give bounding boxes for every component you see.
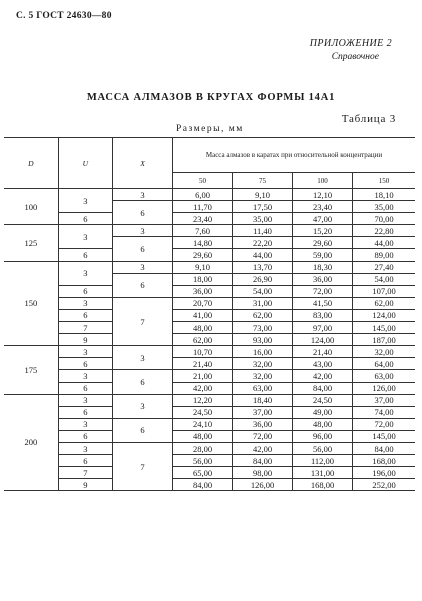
cell-mass-50: 9,10 xyxy=(173,261,233,273)
cell-mass-75: 32,00 xyxy=(233,370,293,382)
cell-mass-50: 23,40 xyxy=(173,213,233,225)
cell-x: 6 xyxy=(113,418,173,442)
cell-mass-50: 62,00 xyxy=(173,334,233,346)
cell-mass-50: 48,00 xyxy=(173,430,233,442)
cell-u: 3 xyxy=(58,189,112,213)
cell-mass-75: 26,90 xyxy=(233,273,293,285)
cell-mass-150: 70,00 xyxy=(353,213,416,225)
cell-mass-75: 98,00 xyxy=(233,467,293,479)
cell-mass-50: 21,40 xyxy=(173,358,233,370)
cell-mass-50: 41,00 xyxy=(173,309,233,321)
cell-mass-100: 21,40 xyxy=(293,346,353,358)
cell-x: 3 xyxy=(113,189,173,201)
header-d: D xyxy=(4,138,58,189)
appendix-title: ПРИЛОЖЕНИЕ 2 xyxy=(309,38,392,49)
cell-mass-150: 168,00 xyxy=(353,455,416,467)
cell-x: 3 xyxy=(113,261,173,273)
table-row xyxy=(4,322,415,334)
cell-mass-150: 107,00 xyxy=(353,285,416,297)
cell-mass-150: 35,00 xyxy=(353,201,416,213)
cell-mass-75: 17,50 xyxy=(233,201,293,213)
cell-mass-150: 37,00 xyxy=(353,394,416,406)
cell-mass-100: 59,00 xyxy=(293,249,353,261)
mass-table xyxy=(4,137,415,491)
cell-mass-150: 32,00 xyxy=(353,346,416,358)
table-row xyxy=(4,479,415,491)
cell-x: 6 xyxy=(113,201,173,225)
cell-mass-150: 44,00 xyxy=(353,237,416,249)
cell-mass-150: 64,00 xyxy=(353,358,416,370)
cell-mass-50: 36,00 xyxy=(173,285,233,297)
cell-mass-50: 29,60 xyxy=(173,249,233,261)
table-row xyxy=(4,370,415,382)
cell-mass-50: 65,00 xyxy=(173,467,233,479)
cell-x: 6 xyxy=(113,237,173,261)
cell-mass-50: 24,10 xyxy=(173,418,233,430)
cell-mass-150: 74,00 xyxy=(353,406,416,418)
cell-mass-150: 72,00 xyxy=(353,418,416,430)
cell-d: 125 xyxy=(4,225,58,261)
cell-mass-100: 12,10 xyxy=(293,189,353,201)
cell-u: 3 xyxy=(58,225,112,249)
cell-mass-100: 18,30 xyxy=(293,261,353,273)
cell-mass-75: 93,00 xyxy=(233,334,293,346)
header-conc-100: 100 xyxy=(293,173,353,189)
cell-d: 100 xyxy=(4,189,58,225)
cell-u: 3 xyxy=(58,394,112,406)
units-caption: Размеры, мм xyxy=(176,124,244,134)
document-title: МАССА АЛМАЗОВ В КРУГАХ ФОРМЫ 14А1 xyxy=(86,92,336,103)
cell-mass-75: 62,00 xyxy=(233,309,293,321)
table-row xyxy=(4,455,415,467)
cell-mass-75: 44,00 xyxy=(233,249,293,261)
header-conc-75: 75 xyxy=(233,173,293,189)
diamond-mass-table xyxy=(4,137,415,491)
cell-x: 3 xyxy=(113,346,173,370)
cell-mass-150: 54,00 xyxy=(353,273,416,285)
cell-mass-75: 73,00 xyxy=(233,322,293,334)
cell-mass-100: 96,00 xyxy=(293,430,353,442)
table-row xyxy=(4,309,415,321)
cell-u: 7 xyxy=(58,322,112,334)
cell-mass-150: 84,00 xyxy=(353,442,416,454)
cell-mass-75: 126,00 xyxy=(233,479,293,491)
cell-mass-50: 84,00 xyxy=(173,479,233,491)
cell-mass-50: 6,00 xyxy=(173,189,233,201)
table-row xyxy=(4,358,415,370)
cell-mass-50: 21,00 xyxy=(173,370,233,382)
cell-mass-150: 145,00 xyxy=(353,430,416,442)
cell-mass-100: 24,50 xyxy=(293,394,353,406)
cell-mass-50: 12,20 xyxy=(173,394,233,406)
table-row xyxy=(4,261,415,273)
cell-x: 3 xyxy=(113,225,173,237)
cell-u: 6 xyxy=(58,358,112,370)
cell-mass-150: 124,00 xyxy=(353,309,416,321)
cell-mass-100: 23,40 xyxy=(293,201,353,213)
cell-mass-150: 126,00 xyxy=(353,382,416,394)
cell-mass-75: 35,00 xyxy=(233,213,293,225)
table-row xyxy=(4,442,415,454)
cell-mass-100: 168,00 xyxy=(293,479,353,491)
cell-mass-100: 97,00 xyxy=(293,322,353,334)
cell-mass-150: 27,40 xyxy=(353,261,416,273)
cell-mass-75: 11,40 xyxy=(233,225,293,237)
cell-x: 7 xyxy=(113,297,173,345)
table-row xyxy=(4,430,415,442)
cell-mass-50: 56,00 xyxy=(173,455,233,467)
cell-mass-75: 22,20 xyxy=(233,237,293,249)
cell-mass-75: 32,00 xyxy=(233,358,293,370)
cell-x: 3 xyxy=(113,394,173,418)
cell-u: 6 xyxy=(58,285,112,297)
cell-mass-150: 62,00 xyxy=(353,297,416,309)
cell-mass-100: 72,00 xyxy=(293,285,353,297)
cell-u: 3 xyxy=(58,418,112,430)
cell-mass-100: 36,00 xyxy=(293,273,353,285)
header-conc-150: 150 xyxy=(353,173,416,189)
table-row xyxy=(4,467,415,479)
cell-mass-50: 28,00 xyxy=(173,442,233,454)
cell-mass-100: 112,00 xyxy=(293,455,353,467)
cell-u: 3 xyxy=(58,442,112,454)
cell-u: 6 xyxy=(58,455,112,467)
cell-mass-100: 29,60 xyxy=(293,237,353,249)
cell-mass-75: 18,40 xyxy=(233,394,293,406)
cell-u: 7 xyxy=(58,467,112,479)
cell-mass-150: 89,00 xyxy=(353,249,416,261)
cell-x: 6 xyxy=(113,370,173,394)
table-row xyxy=(4,334,415,346)
cell-d: 150 xyxy=(4,261,58,346)
cell-mass-100: 83,00 xyxy=(293,309,353,321)
table-row xyxy=(4,297,415,309)
cell-mass-75: 84,00 xyxy=(233,455,293,467)
cell-mass-50: 20,70 xyxy=(173,297,233,309)
header-u: U xyxy=(58,138,112,189)
cell-mass-100: 49,00 xyxy=(293,406,353,418)
table-row xyxy=(4,225,415,237)
cell-mass-100: 131,00 xyxy=(293,467,353,479)
table-body xyxy=(4,189,415,491)
table-row xyxy=(4,346,415,358)
cell-mass-50: 10,70 xyxy=(173,346,233,358)
cell-mass-100: 124,00 xyxy=(293,334,353,346)
cell-x: 7 xyxy=(113,442,173,490)
cell-u: 6 xyxy=(58,406,112,418)
cell-mass-150: 252,00 xyxy=(353,479,416,491)
cell-d: 175 xyxy=(4,346,58,394)
cell-mass-100: 48,00 xyxy=(293,418,353,430)
cell-mass-50: 14,80 xyxy=(173,237,233,249)
table-row xyxy=(4,213,415,225)
cell-mass-100: 43,00 xyxy=(293,358,353,370)
cell-u: 6 xyxy=(58,213,112,225)
cell-mass-150: 196,00 xyxy=(353,467,416,479)
cell-u: 6 xyxy=(58,249,112,261)
cell-u: 3 xyxy=(58,297,112,309)
cell-mass-50: 24,50 xyxy=(173,406,233,418)
cell-mass-75: 54,00 xyxy=(233,285,293,297)
cell-mass-50: 48,00 xyxy=(173,322,233,334)
cell-mass-50: 11,70 xyxy=(173,201,233,213)
cell-mass-50: 42,00 xyxy=(173,382,233,394)
table-row xyxy=(4,394,415,406)
cell-mass-150: 187,00 xyxy=(353,334,416,346)
cell-x: 6 xyxy=(113,273,173,297)
header-mass-span: Масса алмазов в каратах при относительной концентрации xyxy=(173,138,416,173)
cell-mass-75: 9,10 xyxy=(233,189,293,201)
cell-u: 3 xyxy=(58,261,112,285)
table-number: Таблица 3 xyxy=(341,113,396,125)
cell-mass-100: 84,00 xyxy=(293,382,353,394)
cell-mass-100: 47,00 xyxy=(293,213,353,225)
cell-mass-75: 63,00 xyxy=(233,382,293,394)
appendix-subtitle: Справочное xyxy=(331,52,379,62)
header-x: X xyxy=(113,138,173,189)
table-row xyxy=(4,285,415,297)
cell-mass-75: 42,00 xyxy=(233,442,293,454)
header-conc-50: 50 xyxy=(173,173,233,189)
cell-u: 6 xyxy=(58,309,112,321)
cell-u: 3 xyxy=(58,346,112,358)
table-row xyxy=(4,382,415,394)
cell-mass-150: 63,00 xyxy=(353,370,416,382)
table-row xyxy=(4,249,415,261)
cell-mass-75: 16,00 xyxy=(233,346,293,358)
cell-mass-100: 41,50 xyxy=(293,297,353,309)
cell-mass-75: 37,00 xyxy=(233,406,293,418)
cell-d: 200 xyxy=(4,394,58,491)
cell-mass-100: 56,00 xyxy=(293,442,353,454)
cell-mass-150: 22,80 xyxy=(353,225,416,237)
cell-mass-150: 18,10 xyxy=(353,189,416,201)
page-header: С. 5 ГОСТ 24630—80 xyxy=(16,11,112,21)
cell-u: 6 xyxy=(58,382,112,394)
table-row xyxy=(4,418,415,430)
cell-mass-150: 145,00 xyxy=(353,322,416,334)
table-row xyxy=(4,189,415,201)
cell-mass-100: 15,20 xyxy=(293,225,353,237)
cell-mass-50: 18,00 xyxy=(173,273,233,285)
cell-u: 9 xyxy=(58,334,112,346)
cell-mass-100: 42,00 xyxy=(293,370,353,382)
table-row xyxy=(4,406,415,418)
cell-mass-75: 13,70 xyxy=(233,261,293,273)
cell-u: 3 xyxy=(58,370,112,382)
cell-u: 9 xyxy=(58,479,112,491)
cell-mass-75: 36,00 xyxy=(233,418,293,430)
cell-mass-75: 31,00 xyxy=(233,297,293,309)
cell-mass-75: 72,00 xyxy=(233,430,293,442)
cell-u: 6 xyxy=(58,430,112,442)
cell-mass-50: 7,60 xyxy=(173,225,233,237)
